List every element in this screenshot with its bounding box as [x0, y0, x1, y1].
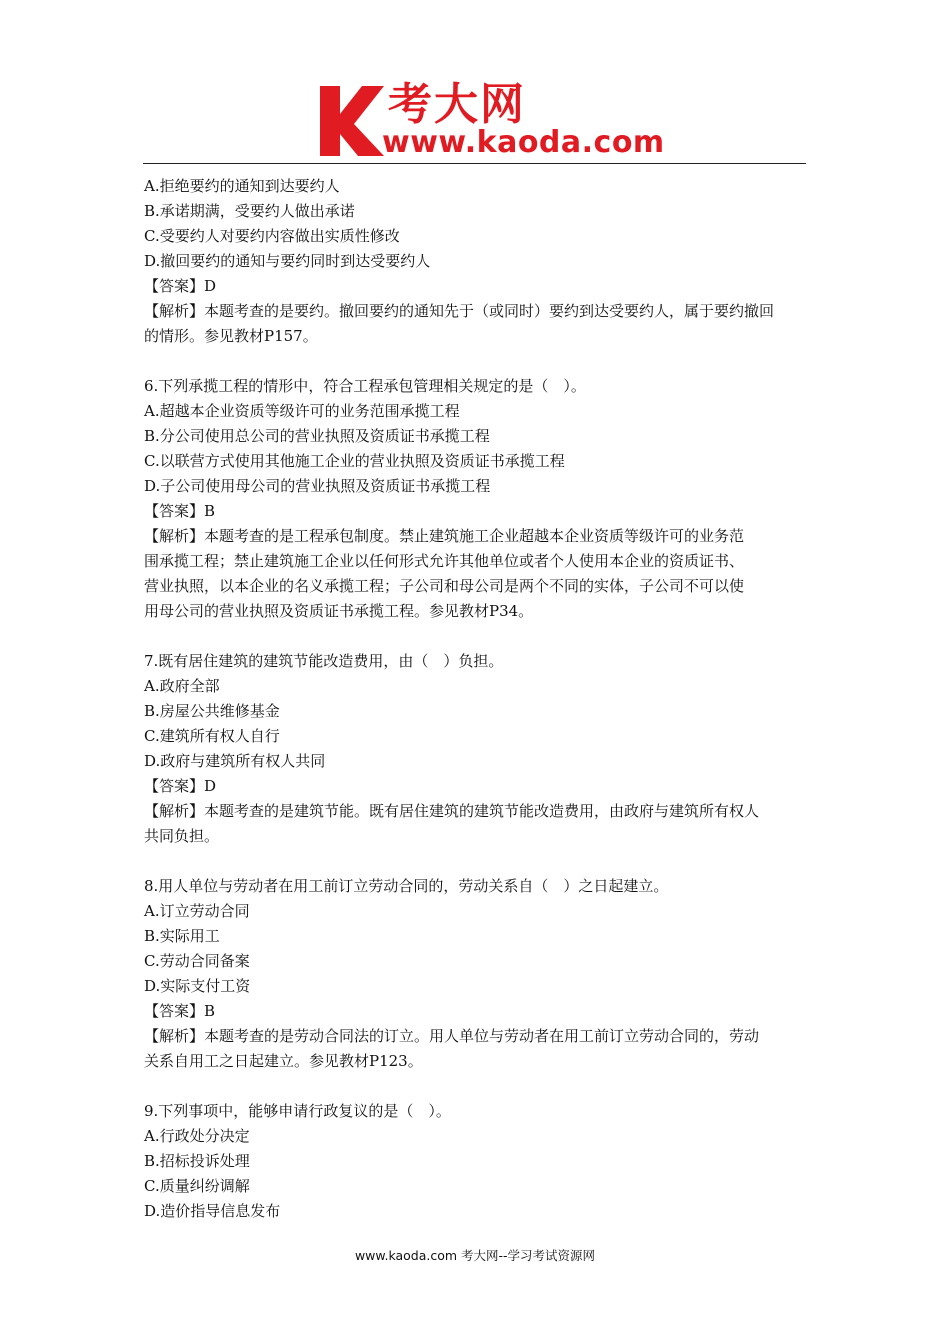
- question-7: [144, 649, 808, 849]
- question-stem: 7.既有居住建筑的建筑节能改造费用，由（ ）负担。: [144, 652, 504, 670]
- analysis-line: 围承揽工程；禁止建筑施工企业以任何形式允许其他单位或者个人使用本企业的资质证书、: [144, 552, 745, 570]
- option-b: B.招标投诉处理: [144, 1152, 250, 1170]
- option-c: C.建筑所有权人自行: [144, 727, 280, 745]
- option-d: D.撤回要约的通知与要约同时到达受要约人: [144, 252, 431, 270]
- option-b: B.承诺期满，受要约人做出承诺: [144, 202, 355, 220]
- logo-brand-name: 考大网: [388, 79, 526, 130]
- analysis-line: 【解析】本题考查的是建筑节能。既有居住建筑的建筑节能改造费用，由政府与建筑所有权人: [144, 802, 760, 820]
- question-8: [144, 874, 808, 1074]
- question-6: [144, 374, 808, 624]
- question-stem: 9.下列事项中，能够申请行政复议的是（ ）。: [144, 1102, 451, 1120]
- question-stem: 6.下列承揽工程的情形中，符合工程承包管理相关规定的是（ ）。: [144, 377, 586, 395]
- option-b: B.房屋公共维修基金: [144, 702, 280, 720]
- kaoda-logo: [318, 79, 665, 160]
- option-d: D.造价指导信息发布: [144, 1202, 281, 1220]
- analysis-line: 共同负担。: [144, 827, 220, 845]
- option-c: C.质量纠纷调解: [144, 1177, 250, 1195]
- option-c: C.以联营方式使用其他施工企业的营业执照及资质证书承揽工程: [144, 452, 565, 470]
- analysis-line: 【解析】本题考查的是工程承包制度。禁止建筑施工企业超越本企业资质等级许可的业务范: [144, 527, 745, 545]
- answer: 【答案】D: [144, 777, 217, 795]
- option-d: D.实际支付工资: [144, 977, 251, 995]
- spacer: [144, 349, 808, 374]
- option-a: A.超越本企业资质等级许可的业务范围承揽工程: [144, 402, 460, 420]
- k-letter-icon: [318, 80, 388, 160]
- analysis-line: 用母公司的营业执照及资质证书承揽工程。参见教材P34。: [144, 602, 534, 620]
- analysis-line: 关系自用工之日起建立。参见教材P123。: [144, 1052, 423, 1070]
- question-9: [144, 1099, 808, 1224]
- document-body: [144, 174, 808, 1224]
- option-d: D.政府与建筑所有权人共同: [144, 752, 326, 770]
- spacer: [144, 1074, 808, 1099]
- header-divider: [143, 163, 806, 164]
- question-stem: 8.用人单位与劳动者在用工前订立劳动合同的，劳动关系自（ ）之日起建立。: [144, 877, 669, 895]
- option-a: A.行政处分决定: [144, 1127, 250, 1145]
- answer: 【答案】D: [144, 277, 217, 295]
- logo-url: www.kaoda.com: [382, 125, 665, 160]
- option-b: B.实际用工: [144, 927, 220, 945]
- option-a: A.拒绝要约的通知到达要约人: [144, 177, 340, 195]
- answer: 【答案】B: [144, 502, 216, 520]
- option-c: C.劳动合同备案: [144, 952, 250, 970]
- spacer: [144, 624, 808, 649]
- spacer: [144, 849, 808, 874]
- analysis-line: 【解析】本题考查的是劳动合同法的订立。用人单位与劳动者在用工前订立劳动合同的，劳动: [144, 1027, 760, 1045]
- option-a: A.订立劳动合同: [144, 902, 250, 920]
- page-footer: www.kaoda.com 考大网--学习考试资源网: [354, 1248, 596, 1263]
- option-a: A.政府全部: [144, 677, 220, 695]
- option-c: C.受要约人对要约内容做出实质性修改: [144, 227, 400, 245]
- option-b: B.分公司使用总公司的营业执照及资质证书承揽工程: [144, 427, 490, 445]
- question-5-tail: [144, 174, 808, 349]
- analysis-line: 的情形。参见教材P157。: [144, 327, 318, 345]
- analysis-line: 【解析】本题考查的是要约。撤回要约的通知先于（或同时）要约到达受要约人，属于要约撤回: [144, 302, 775, 320]
- analysis-line: 营业执照，以本企业的名义承揽工程；子公司和母公司是两个不同的实体，子公司不可以使: [144, 577, 745, 595]
- option-d: D.子公司使用母公司的营业执照及资质证书承揽工程: [144, 477, 491, 495]
- answer: 【答案】B: [144, 1002, 216, 1020]
